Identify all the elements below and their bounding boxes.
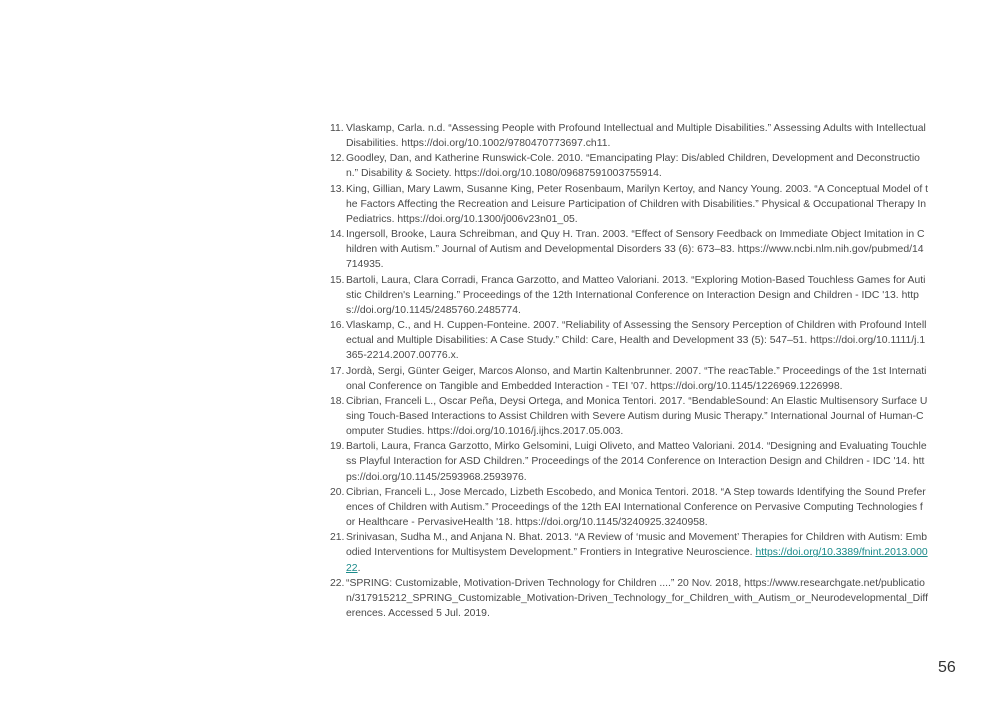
reference-number: 22.: [330, 577, 345, 589]
reference-text: King, Gillian, Mary Lawm, Susanne King, Peter Rosenbaum, Marilyn Kertoy, and Nancy Young. 2003. “A Conceptual Model of the Factors Affecting the Recreation and Leisure Participation of Children with Disabilities.” Physical & Occupational Therapy In Pediatrics. https://doi.org/10.1300/j006v23n01_05.: [346, 183, 929, 225]
reference-item: [328, 485, 928, 530]
reference-item: [328, 273, 928, 318]
reference-item: [328, 439, 928, 484]
reference-text: Goodley, Dan, and Katherine Runswick-Cole. 2010. “Emancipating Play: Dis/abled Children, Development and Deconstruction.” Disability & Society. https://doi.org/10.1080/09687591003755914.: [346, 153, 920, 180]
reference-doi-link[interactable]: https://doi.org/10.3389/fnint.2013.00022: [346, 547, 928, 574]
reference-number: 19.: [330, 441, 345, 453]
reference-item: [328, 121, 928, 151]
reference-number: 12.: [330, 153, 345, 165]
reference-number: 14.: [330, 229, 345, 241]
reference-number: 17.: [330, 365, 345, 377]
reference-item: [328, 576, 928, 621]
reference-item: [328, 182, 928, 227]
reference-number: 21.: [330, 532, 345, 544]
reference-text: Srinivasan, Sudha M., and Anjana N. Bhat. 2013. “A Review of ‘music and Movement’ Therapies for Children with Autism: Embodied Interventions for Multisystem Development.” Frontiers in Integrative Neuroscience.: [346, 532, 928, 559]
reference-text: Vlaskamp, Carla. n.d. “Assessing People with Profound Intellectual and Multiple Disabilities.” Assessing Adults with Intellectual Disabilities. https://doi.org/10.1002/9780470773697.ch11.: [346, 123, 926, 150]
reference-number: 20.: [330, 486, 345, 498]
reference-text: Cibrian, Franceli L., Jose Mercado, Lizbeth Escobedo, and Monica Tentori. 2018. “A Step towards Identifying the Sound Preferences of Children with Autism.” Proceedings of the 12th EAI International Conference on Pervasive Computing Technologies for Healthcare - PervasiveHealth '18. https://doi.org/10.1145/3240925.3240958.: [346, 486, 926, 529]
reference-text: Ingersoll, Brooke, Laura Schreibman, and Quy H. Tran. 2003. “Effect of Sensory Feedback on Immediate Object Imitation in Children with Autism.” Journal of Autism and Developmental Disorders 33 (6): 673–83. https://www.ncbi.nlm.nih.gov/pubmed/14714935.: [346, 229, 925, 271]
reference-link-suffix: .: [357, 562, 361, 574]
reference-item: [328, 530, 928, 575]
reference-item: [328, 394, 928, 439]
reference-text: Vlaskamp, C., and H. Cuppen-Fonteine. 2007. “Reliability of Assessing the Sensory Perception of Children with Profound Intellectual and Multiple Disabilities: A Case Study.” Child: Care, Health and Development 33 (5): 547–51. https://doi.org/10.1111/j.1365-2214.2007.00776.x.: [346, 320, 927, 362]
reference-item: [328, 364, 928, 394]
reference-text: Cibrian, Franceli L., Oscar Peña, Deysi Ortega, and Monica Tentori. 2017. “BendableSound: An Elastic Multisensory Surface Using Touch-Based Interactions to Assist Children with Severe Autism during Music Therapy.” International Journal of Human-Computer Studies. https://doi.org/10.1016/j.ijhcs.2017.05.003.: [346, 395, 928, 438]
reference-text: “SPRING: Customizable, Motivation-Driven Technology for Children ....” 20 Nov. 2018, https://www.researchgate.net/publication/317915212_SPRING_Customizable_Motivation-Driven_Technology_for_Children_with_Autism_or_Neurodevelopmental_Differences. Accessed 5 Jul. 2019.: [346, 577, 929, 619]
reference-item: [328, 151, 928, 181]
reference-item: [328, 318, 928, 363]
page-number: 56: [938, 659, 956, 676]
reference-text: Jordà, Sergi, Günter Geiger, Marcos Alonso, and Martin Kaltenbrunner. 2007. “The reacTable.” Proceedings of the 1st International Conference on Tangible and Embedded Interaction - TEI '07. https://doi.org/10.1145/1226969.1226998.: [346, 365, 927, 392]
reference-text: Bartoli, Laura, Franca Garzotto, Mirko Gelsomini, Luigi Oliveto, and Matteo Valoriani. 2014. “Designing and Evaluating Touchless Playful Interaction for ASD Children.” Proceedings of the 2014 Conference on Interaction Design and Children - IDC '14. https://doi.org/10.1145/2593968.2593976.: [346, 441, 927, 483]
reference-list: [328, 121, 928, 621]
reference-number: 13.: [330, 183, 345, 195]
reference-text: Bartoli, Laura, Clara Corradi, Franca Garzotto, and Matteo Valoriani. 2013. “Exploring Motion-Based Touchless Games for Autistic Children's Learning.” Proceedings of the 12th International Conference on Interaction Design and Children - IDC '13. https://doi.org/10.1145/2485760.2485774.: [346, 274, 926, 316]
reference-number: 11.: [330, 123, 344, 134]
reference-number: 18.: [330, 395, 345, 407]
reference-number: 15.: [330, 274, 345, 286]
reference-item: [328, 227, 928, 272]
reference-number: 16.: [330, 320, 345, 332]
